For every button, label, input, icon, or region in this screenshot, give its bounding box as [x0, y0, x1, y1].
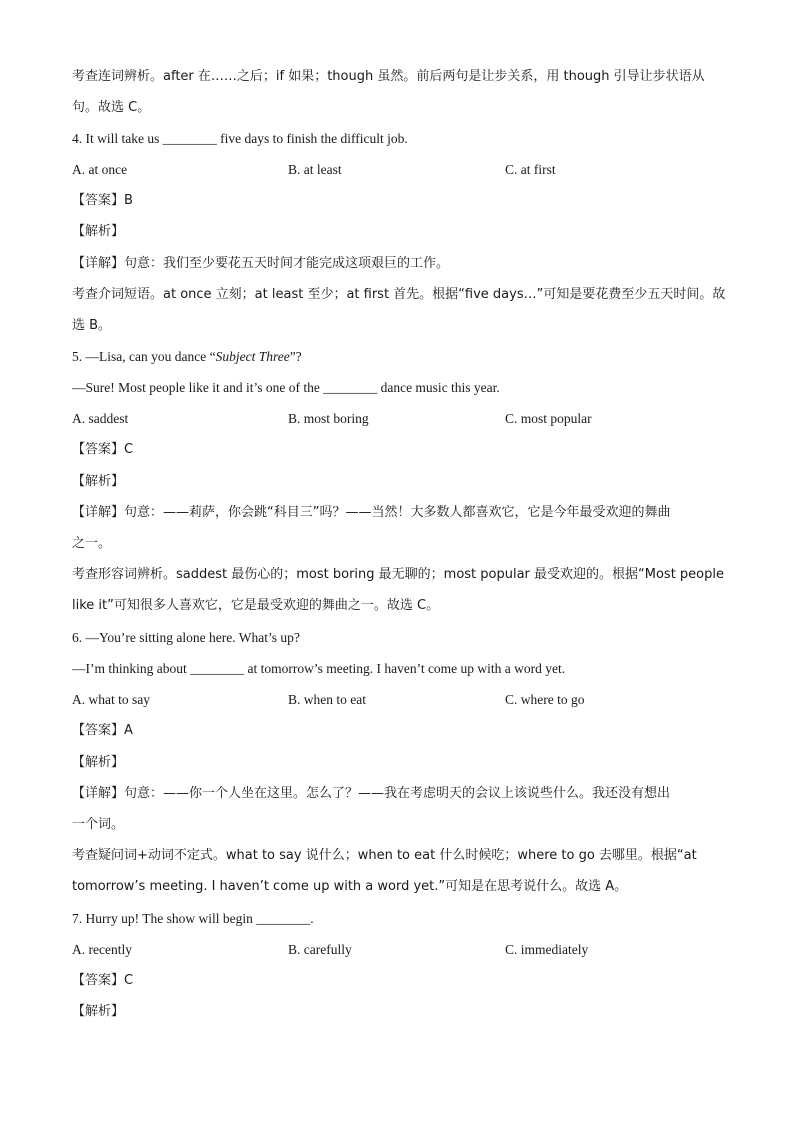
- question-4-option-a: A. at once: [72, 162, 128, 177]
- question-6-analysis-label: 【解析】: [72, 755, 125, 770]
- question-4-detail: 【详解】句意：我们至少要花五天时间才能完成这项艰巨的工作。: [72, 256, 450, 271]
- question-7-option-a: A. recently: [72, 942, 132, 957]
- question-7-stem: 7. Hurry up! The show will begin ________.: [72, 911, 314, 926]
- question-4-explain-line-2: 选 B。: [72, 318, 112, 333]
- question-6-detail-line-1: 【详解】句意：——你一个人坐在这里。怎么了？——我在考虑明天的会议上该说些什么。我还没有想出: [72, 786, 671, 801]
- question-5-stem-title: Subject Three: [215, 349, 290, 364]
- question-6-option-a: A. what to say: [72, 692, 150, 707]
- question-4-answer: 【答案】B: [72, 193, 133, 208]
- question-5-answer: 【答案】C: [72, 442, 134, 457]
- question-5-stem: [72, 348, 302, 366]
- question-5-explain-line-2: like it”可知很多人喜欢它，它是最受欢迎的舞曲之一。故选 C。: [72, 598, 440, 613]
- question-6-explain-line-1: 考查疑问词+动词不定式。what to say 说什么；when to eat 什么时候吃；where to go 去哪里。根据“at: [72, 848, 697, 863]
- question-5-detail-line-1: 【详解】句意：——莉萨，你会跳“科目三”吗？——当然！大多数人都喜欢它，它是今年最受欢迎的舞曲: [72, 505, 671, 520]
- question-7-option-c: C. immediately: [505, 942, 589, 957]
- question-6-explain-line-2: tomorrow’s meeting. I haven’t come up with a word yet.”可知是在思考说什么。故选 A。: [72, 879, 628, 894]
- question-7-option-b: B. carefully: [288, 942, 352, 957]
- intro-explain-line-2: 句。故选 C。: [72, 100, 151, 115]
- question-5-explain-line-1: 考查形容词辨析。saddest 最伤心的；most boring 最无聊的；most popular 最受欢迎的。根据“Most people: [72, 567, 724, 582]
- question-5-option-a: A. saddest: [72, 411, 129, 426]
- question-4-explain-line-1: 考查介词短语。at once 立刻；at least 至少；at first 首先。根据“five days…”可知是要花费至少五天时间。故: [72, 287, 726, 302]
- question-5-option-b: B. most boring: [288, 411, 369, 426]
- question-5-stem-end: ”?: [289, 349, 302, 364]
- question-5-option-c: C. most popular: [505, 411, 592, 426]
- question-6-stem: 6. —You’re sitting alone here. What’s up?: [72, 630, 300, 645]
- question-7-analysis-label: 【解析】: [72, 1004, 125, 1019]
- question-4-analysis-label: 【解析】: [72, 224, 125, 239]
- question-5-stem-text: 5. —Lisa, can you dance “: [72, 349, 216, 364]
- question-5-stem-reply: —Sure! Most people like it and it’s one of the ________ dance music this year.: [72, 380, 500, 395]
- question-6-option-b: B. when to eat: [288, 692, 366, 707]
- question-4-option-c: C. at first: [505, 162, 556, 177]
- question-6-stem-reply: —I’m thinking about ________ at tomorrow’s meeting. I haven’t come up with a word yet.: [72, 661, 566, 676]
- question-6-detail-line-2: 一个词。: [72, 817, 125, 832]
- question-4-stem: 4. It will take us ________ five days to finish the difficult job.: [72, 131, 408, 146]
- question-5-detail-line-2: 之一。: [72, 536, 112, 551]
- question-4-option-b: B. at least: [288, 162, 342, 177]
- question-6-answer: 【答案】A: [72, 723, 133, 738]
- intro-explain-line-1: 考查连词辨析。after 在……之后；if 如果；though 虽然。前后两句是让步关系，用 though 引导让步状语从: [72, 69, 705, 84]
- question-7-answer: 【答案】C: [72, 973, 134, 988]
- question-5-analysis-label: 【解析】: [72, 474, 125, 489]
- question-6-option-c: C. where to go: [505, 692, 585, 707]
